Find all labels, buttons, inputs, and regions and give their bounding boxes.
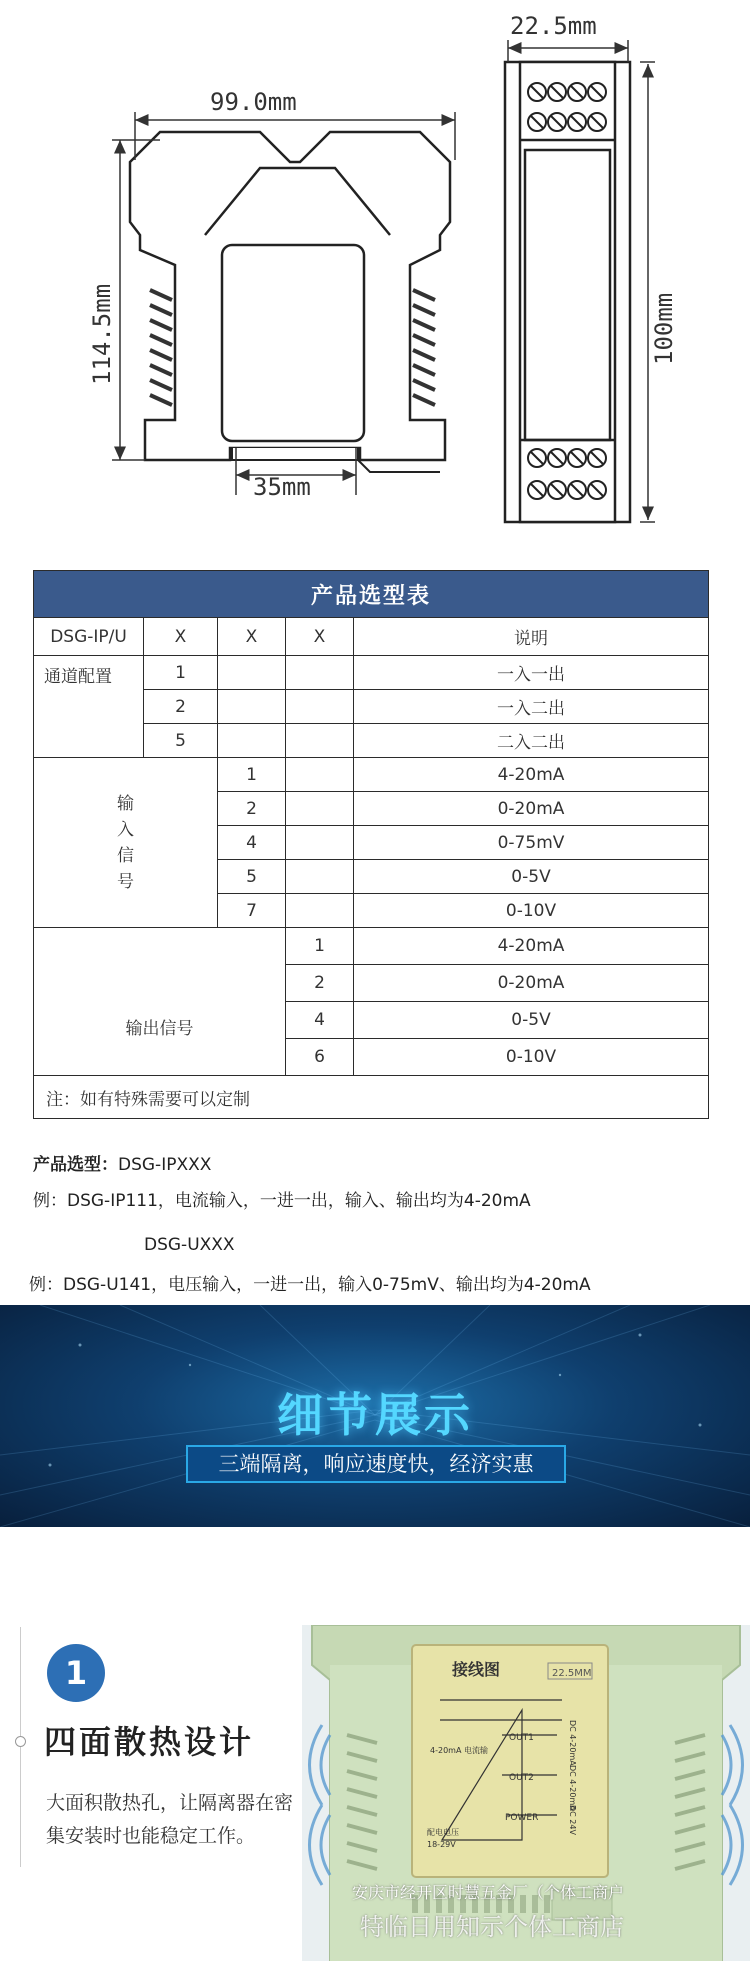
- input-code: 1: [218, 758, 286, 792]
- example-u: 例：DSG-U141，电压输入，一进一出，输入0-75mV、输出均为4-20mA: [29, 1275, 591, 1295]
- table-title-row: [34, 571, 709, 618]
- dim-height-front: 114.5mm: [88, 283, 116, 385]
- dim-height-side: 100mm: [650, 292, 678, 365]
- output-code: 4: [286, 1002, 354, 1039]
- dc-label-1: DC 4-20mA: [568, 1720, 577, 1766]
- header-model: DSG-IP/U: [34, 618, 144, 656]
- example-u-model: DSG-UXXX: [144, 1235, 235, 1255]
- side-view: [505, 62, 630, 522]
- size-label: 22.5MM: [552, 1668, 592, 1679]
- input-desc: 4-20mA: [354, 758, 709, 792]
- supply-range: 18-29V: [427, 1840, 456, 1849]
- channel-code: 5: [144, 724, 218, 758]
- output-code: 2: [286, 965, 354, 1002]
- selection-table-wrapper: [33, 570, 708, 1119]
- input-label: 输入信号: [117, 793, 134, 892]
- power-label: POWER: [505, 1813, 539, 1823]
- input-desc: 0-75mV: [354, 826, 709, 860]
- output-desc: 0-5V: [354, 1002, 709, 1039]
- timeline-line: [20, 1627, 21, 1867]
- header-x1: X: [144, 618, 218, 656]
- channel-desc: 一入二出: [354, 690, 709, 724]
- timeline-dot: [15, 1736, 26, 1747]
- input-code: 2: [218, 792, 286, 826]
- feature-description: 大面积散热孔，让隔离器在密集安装时也能稳定工作。: [46, 1792, 294, 1847]
- output-desc: 4-20mA: [354, 928, 709, 965]
- example-ip: 例：DSG-IP111，电流输入，一进一出，输入、输出均为4-20mA: [33, 1191, 531, 1211]
- table-row: [34, 656, 709, 690]
- banner-subtitle: 三端隔离，响应速度快，经济实惠: [186, 1445, 566, 1483]
- feature-title: 四面散热设计: [44, 1723, 255, 1761]
- input-note: 4-20mA 电流输: [430, 1746, 488, 1755]
- output-code: 6: [286, 1039, 354, 1076]
- wiring-title: 接线图: [452, 1660, 501, 1679]
- out2-label: OUT2: [509, 1773, 534, 1783]
- table-title: 产品选型表: [34, 571, 709, 618]
- banner-title: 细节展示: [277, 1388, 473, 1442]
- supply-label: 配电电压: [427, 1828, 459, 1837]
- input-code: 4: [218, 826, 286, 860]
- header-x2: X: [218, 618, 286, 656]
- input-label-cell: [34, 758, 218, 928]
- input-code: 7: [218, 894, 286, 928]
- output-code: 1: [286, 928, 354, 965]
- output-desc: 0-10V: [354, 1039, 709, 1076]
- dc-label-2: DC 4-20mA: [568, 1765, 577, 1811]
- channel-code: 1: [144, 656, 218, 690]
- watermark-small: 安庆市经开区时慧五金厂（个体工商户: [352, 1883, 625, 1902]
- channel-label: 通道配置: [34, 656, 144, 758]
- feature-section: [0, 1527, 750, 1961]
- input-code: 5: [218, 860, 286, 894]
- out1-label: OUT1: [509, 1733, 534, 1743]
- example-model: DSG-IPXXX: [118, 1155, 212, 1175]
- channel-desc: 一入一出: [354, 656, 709, 690]
- dc-label-3: DC 24V: [568, 1805, 577, 1835]
- table-header-row: [34, 618, 709, 656]
- channel-desc: 二入二出: [354, 724, 709, 758]
- front-view: [130, 132, 450, 460]
- header-desc: 说明: [354, 618, 709, 656]
- input-desc: 0-10V: [354, 894, 709, 928]
- table-note-row: [34, 1076, 709, 1119]
- dim-width-side: 22.5mm: [510, 12, 597, 40]
- detail-banner: [0, 1305, 750, 1527]
- output-desc: 0-20mA: [354, 965, 709, 1002]
- input-desc: 0-5V: [354, 860, 709, 894]
- product-photo: [302, 1625, 750, 1961]
- dimension-drawings: [0, 0, 750, 555]
- dim-width-front: 99.0mm: [210, 88, 297, 116]
- table-note: 注：如有特殊需要可以定制: [34, 1076, 709, 1119]
- feature-number-badge: 1: [47, 1644, 105, 1702]
- dim-rail: 35mm: [253, 473, 311, 501]
- watermark-large: 特临日用知示个体工商店: [360, 1913, 624, 1941]
- header-x3: X: [286, 618, 354, 656]
- output-label: 输出信号: [34, 928, 286, 1076]
- example-label: 产品选型：: [33, 1155, 118, 1175]
- channel-code: 2: [144, 690, 218, 724]
- selection-table: [33, 570, 709, 1119]
- input-desc: 0-20mA: [354, 792, 709, 826]
- table-row: [34, 758, 709, 792]
- table-row: [34, 928, 709, 965]
